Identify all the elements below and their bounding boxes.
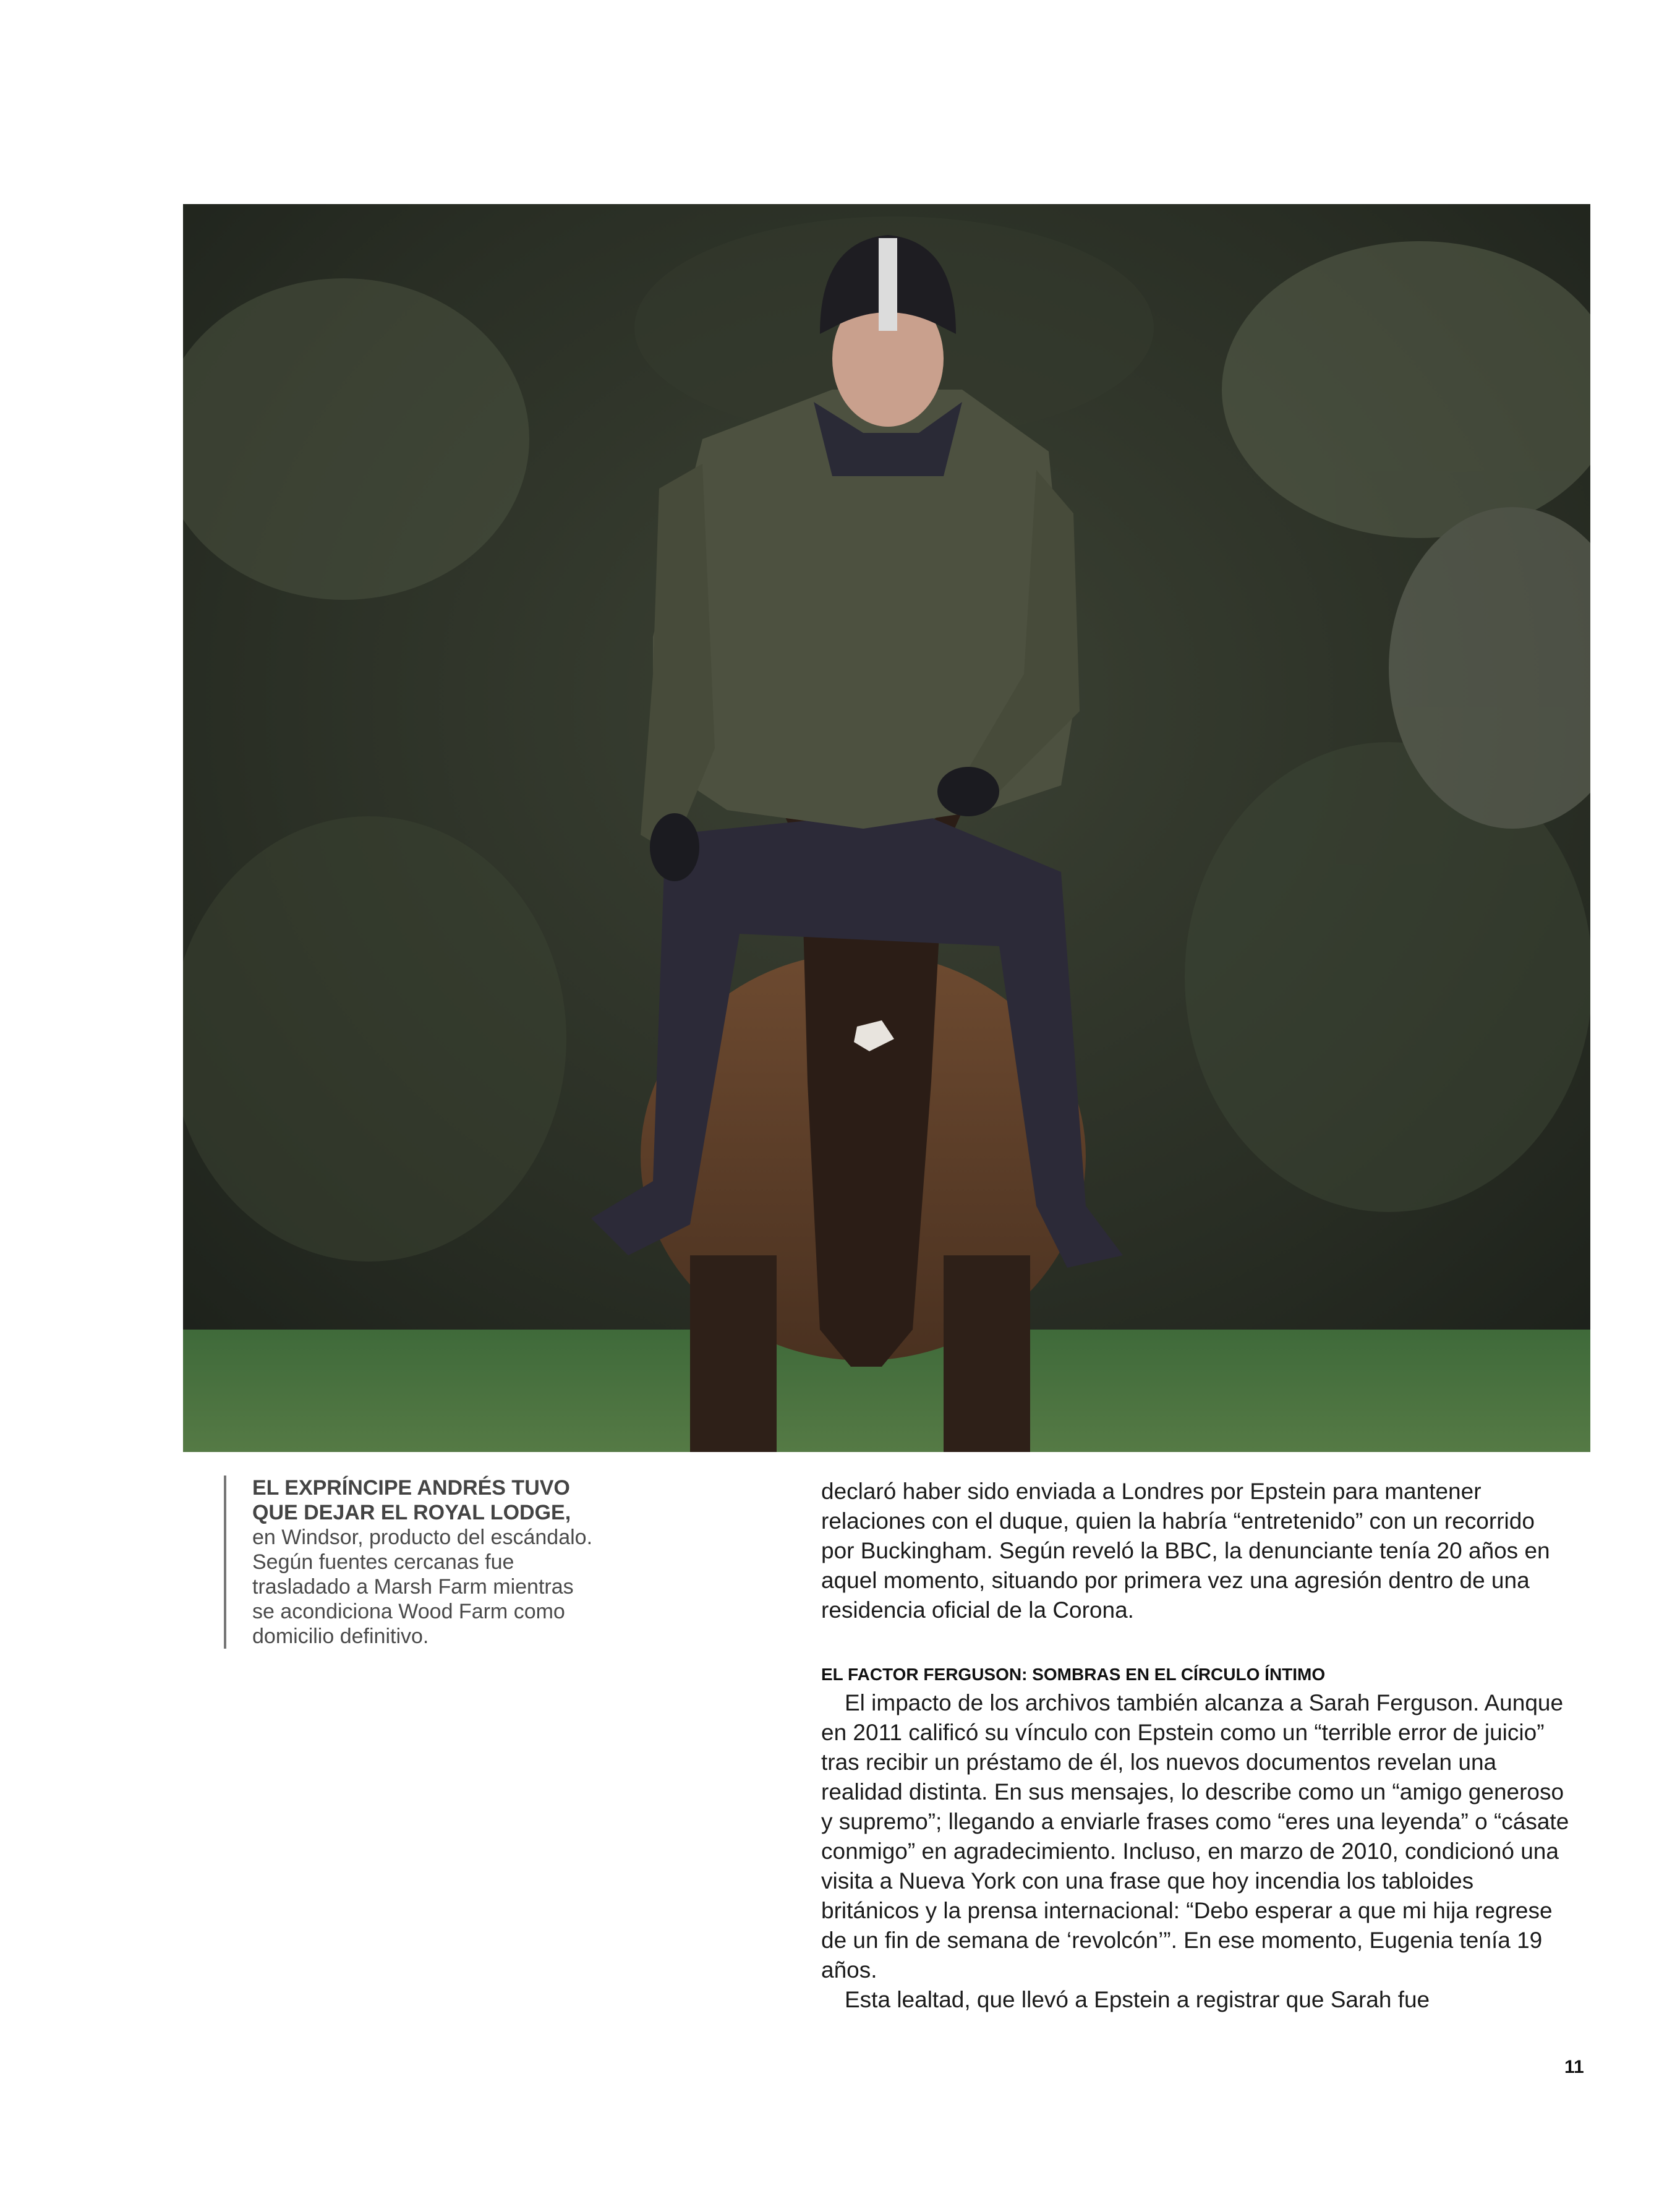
horse-rider-photo — [183, 204, 1590, 1452]
article-paragraph: El impacto de los archivos también alcanza a Sarah Ferguson. Aunque en 2011 calificó su vínculo con Epstein como un “terrible error de juicio” tras recibir un préstamo de él, los nuevos documentos revelan una realidad distinta. En sus mensajes, lo describe como un “amigo generoso y supremo”; llegando a enviarle frases como “eres una leyenda” o “cásate conmigo” en agradecimiento. Incluso, en marzo de 2010, condicionó una visita a Nueva York con una frase que hoy incendia los tabloides británicos y la prensa internacional: “Debo esperar a que mi hija regrese de un fin de semana de ‘revolcón’”. En ese momento, Eugenia tenía 19 años. — [821, 1690, 1569, 1983]
article-subhead: EL FACTOR FERGUSON: SOMBRAS EN EL CÍRCULO ÍNTIMO — [821, 1665, 1326, 1684]
article-paragraph: Esta lealtad, que llevó a Epstein a registrar que Sarah fue — [845, 1987, 1430, 2012]
page-number: 11 — [1564, 2057, 1584, 2077]
article-paragraph: declaró haber sido enviada a Londres por Epstein para mantener relaciones con el duque, quien la habría “entretenido” con un recorrido por Buckingham. Según reveló la BBC, la denunciante tenía 20 años en aquel momento, situando por primera vez una agresión dentro de una residencia oficial de la Corona. — [821, 1479, 1550, 1623]
photo-illustration — [183, 204, 1590, 1452]
caption-lead: EL EXPRÍNCIPE ANDRÉS TUVO QUE DEJAR EL ROYAL LODGE, — [252, 1476, 571, 1524]
caption-text: en Windsor, producto del escándalo. Según fuentes cercanas fue trasladado a Marsh Farm mientras se acondiciona Wood Farm como domicilio definitivo. — [252, 1526, 593, 1648]
article-column — [821, 1477, 1569, 2015]
photo-caption — [224, 1476, 599, 1649]
